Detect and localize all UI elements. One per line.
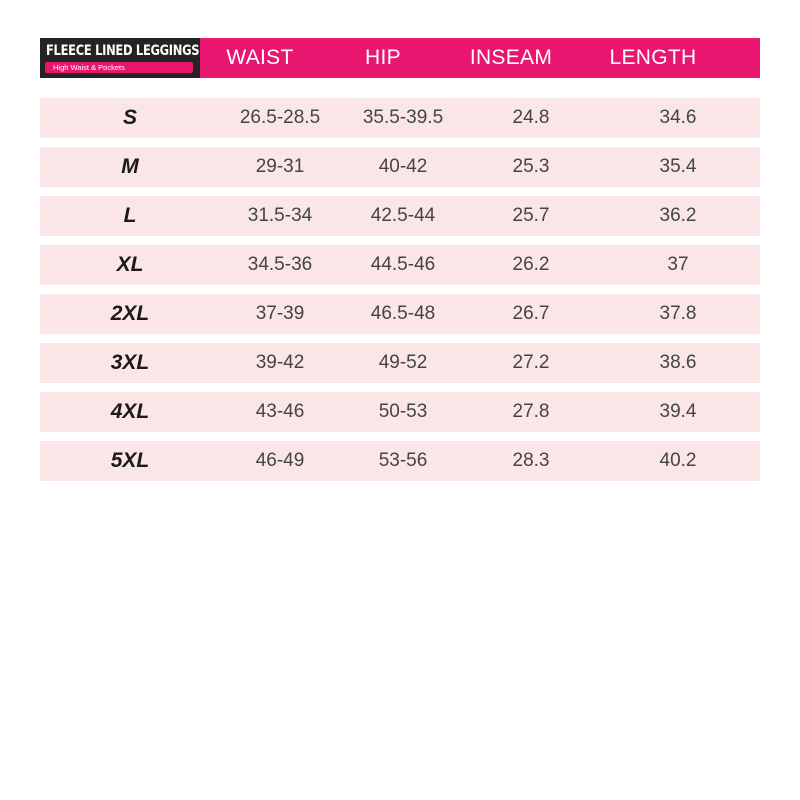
inseam-value: 25.7 bbox=[512, 205, 550, 226]
inseam-value: 25.3 bbox=[512, 156, 550, 177]
product-title: FLEECE LINED LEGGINGS bbox=[46, 41, 200, 59]
length-value: 40.2 bbox=[659, 450, 697, 471]
column-header-hip: HIP bbox=[365, 46, 401, 69]
inseam-value: 24.8 bbox=[512, 107, 550, 128]
waist-value: 43-46 bbox=[255, 401, 305, 422]
column-header-length: LENGTH bbox=[609, 46, 697, 69]
hip-value: 42.5-44 bbox=[370, 205, 436, 226]
size-label: 4XL bbox=[110, 400, 150, 423]
inseam-value: 28.3 bbox=[512, 450, 550, 471]
table-row bbox=[40, 392, 760, 432]
length-value: 38.6 bbox=[659, 352, 697, 373]
size-label: M bbox=[121, 155, 139, 178]
table-row bbox=[40, 98, 760, 138]
table-row bbox=[40, 441, 760, 481]
hip-value: 46.5-48 bbox=[370, 303, 436, 324]
product-subtitle: High Waist & Pockets bbox=[45, 62, 193, 73]
length-value: 36.2 bbox=[659, 205, 697, 226]
inseam-value: 26.7 bbox=[512, 303, 550, 324]
waist-value: 31.5-34 bbox=[247, 205, 313, 226]
size-label: L bbox=[123, 204, 137, 227]
hip-value: 49-52 bbox=[378, 352, 428, 373]
length-value: 37 bbox=[667, 254, 689, 275]
inseam-value: 27.8 bbox=[512, 401, 550, 422]
table-row bbox=[40, 245, 760, 285]
hip-value: 50-53 bbox=[378, 401, 428, 422]
waist-value: 39-42 bbox=[255, 352, 305, 373]
waist-value: 26.5-28.5 bbox=[239, 107, 321, 128]
waist-value: 46-49 bbox=[255, 450, 305, 471]
size-label: 3XL bbox=[110, 351, 150, 374]
table-row bbox=[40, 196, 760, 236]
column-header-inseam: INSEAM bbox=[469, 46, 553, 69]
inseam-value: 26.2 bbox=[512, 254, 550, 275]
hip-value: 35.5-39.5 bbox=[362, 107, 444, 128]
length-value: 34.6 bbox=[659, 107, 697, 128]
brand-box bbox=[40, 38, 200, 78]
inseam-value: 27.2 bbox=[512, 352, 550, 373]
size-label: XL bbox=[116, 253, 144, 276]
length-value: 35.4 bbox=[659, 156, 697, 177]
waist-value: 37-39 bbox=[255, 303, 305, 324]
hip-value: 40-42 bbox=[378, 156, 428, 177]
length-value: 37.8 bbox=[659, 303, 697, 324]
size-label: S bbox=[122, 106, 137, 129]
column-header-waist: WAIST bbox=[226, 46, 294, 69]
table-header bbox=[40, 38, 760, 78]
size-label: 2XL bbox=[110, 302, 150, 325]
waist-value: 29-31 bbox=[255, 156, 305, 177]
table-row bbox=[40, 343, 760, 383]
waist-value: 34.5-36 bbox=[247, 254, 313, 275]
length-value: 39.4 bbox=[659, 401, 697, 422]
size-label: 5XL bbox=[110, 449, 150, 472]
hip-value: 44.5-46 bbox=[370, 254, 436, 275]
table-body bbox=[40, 98, 760, 490]
table-row bbox=[40, 147, 760, 187]
hip-value: 53-56 bbox=[378, 450, 428, 471]
table-row bbox=[40, 294, 760, 334]
